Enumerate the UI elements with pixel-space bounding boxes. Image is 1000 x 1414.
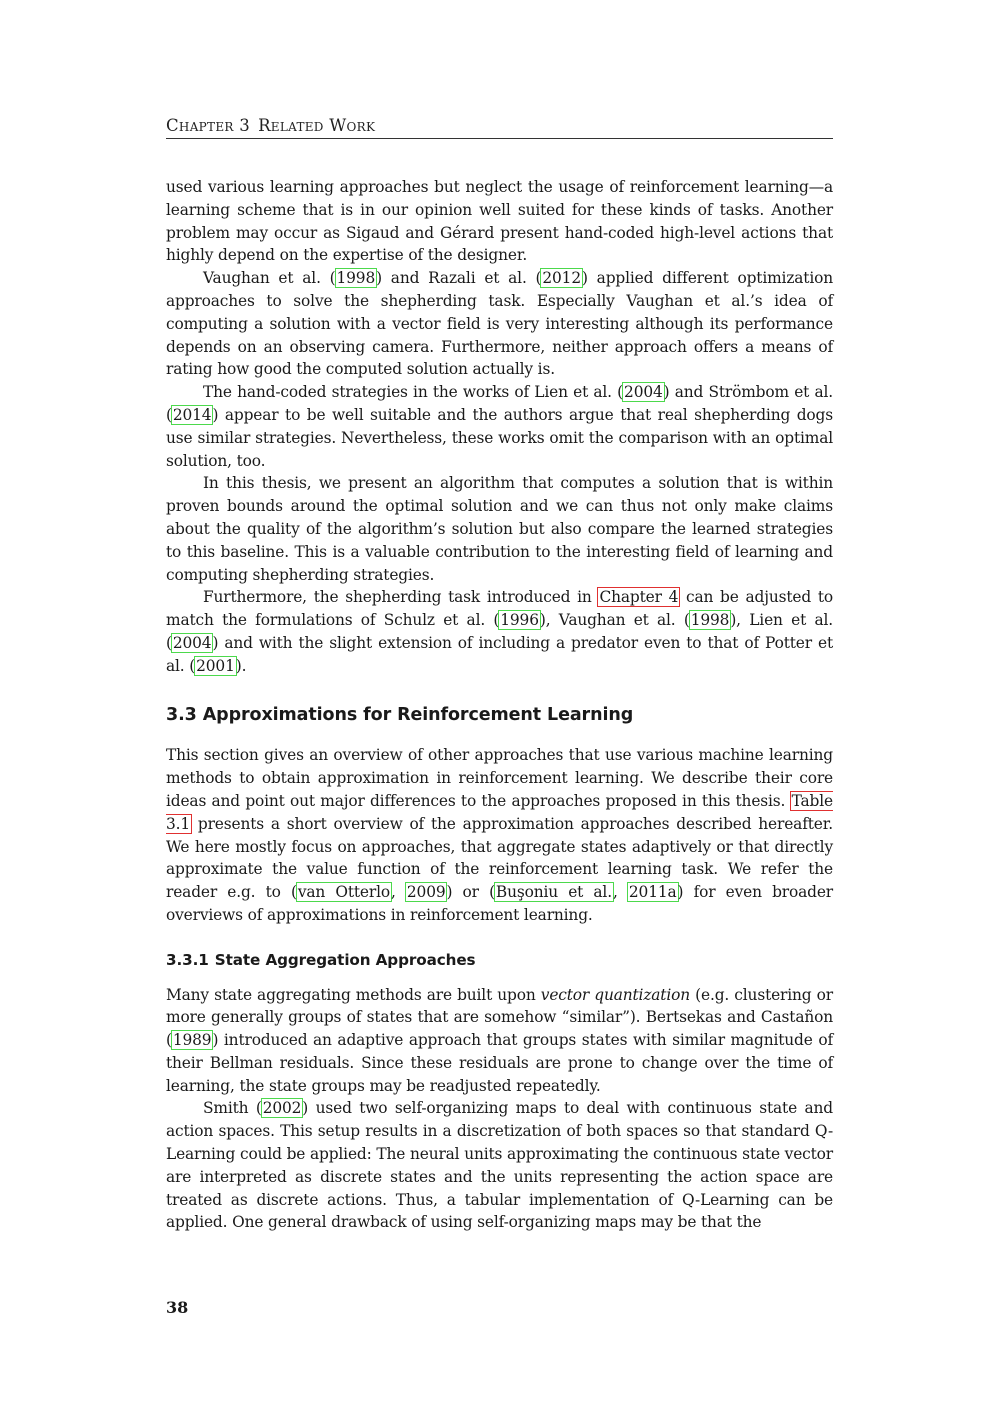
- chapter-reference-link[interactable]: Chapter 4: [599, 588, 679, 607]
- citation-link[interactable]: 1998: [690, 611, 730, 630]
- paragraph: used various learning approaches but neglect the usage of reinforcement learning—a learning scheme that is in our opinion well suited for these kinds of tasks. Another problem may occur as Sigaud and Gérard present hand-coded high-level actions that highly depend on the expertise of the designer.: [166, 178, 833, 265]
- running-header: [166, 116, 833, 139]
- paragraph: Many state aggregating methods are built upon vector quantization (e.g. clustering or more generally groups of states that are somehow “similar”). Bertsekas and Castañon (1989) introduced an adaptive approach that groups states with similar magnitude of their Bellman residuals. Since these residuals are prone to change over the time of learning, the state groups may be readjusted repeatedly.: [166, 985, 833, 1095]
- citation-link[interactable]: 2011a: [628, 883, 677, 902]
- citation-link[interactable]: Buşoniu et al.: [495, 883, 612, 902]
- citation-link[interactable]: van Otterlo: [297, 883, 390, 902]
- citation-link[interactable]: 2002: [262, 1099, 302, 1118]
- paragraph: Smith (2002) used two self-organizing maps to deal with continuous state and action spaces. This setup results in a discretization of both spaces so that standard Q-Learning could be applied: The neural units approximating the continuous state vector are interpreted as discrete states and the units representing the action space are treated as discrete actions. Thus, a tabular implementation of Q-Learning can be applied. One general drawback of using self-organizing maps may be that the: [166, 1099, 833, 1232]
- citation-link[interactable]: 2004: [624, 383, 663, 402]
- paragraph: This section gives an overview of other approaches that use various machine learning methods to obtain approximation in reinforcement learning. We describe their core ideas and point out major differences to the approaches proposed in this thesis. Table 3.1 presents a short overview of the approximation approaches described hereafter. We here mostly focus on approaches, that aggregate states adaptively or that directly approximate the value function of the reinforcement learning task. We refer the reader e.g. to (van Otterlo, 2009) or (Buşoniu et al., 2011a) for even broader overviews of approximations in reinforcement learning.: [166, 746, 833, 924]
- paragraph: In this thesis, we present an algorithm that computes a solution that is within proven bounds around the optimal solution and we can thus not only make claims about the quality of the algorithm’s solution but also compare the learned strategies to this baseline. This is a valuable contribution to the interesting field of learning and computing shepherding strategies.: [166, 474, 833, 584]
- page-body: [166, 176, 833, 1234]
- citation-link[interactable]: 2014: [172, 405, 212, 424]
- citation-link[interactable]: 2004: [172, 633, 212, 652]
- paragraph: Furthermore, the shepherding task introduced in Chapter 4 can be adjusted to match the formulations of Schulz et al. (1996), Vaughan et al. (1998), Lien et al. (2004) and with the slight extension of including a predator even to that of Potter et al. (2001).: [166, 588, 833, 675]
- page-number: 38: [166, 1298, 189, 1317]
- paragraph: Vaughan et al. (1998) and Razali et al. (2012) applied different optimization approaches to solve the shepherding task. Especially Vaughan et al.’s idea of computing a solution with a vector field is very interesting although its performance depends on an observing camera. Furthermore, neither approach offers a means of rating how good the computed solution actually is.: [166, 269, 833, 379]
- chapter-label: Chapter 3: [166, 116, 251, 135]
- table-reference-link[interactable]: Table 3.1: [166, 791, 833, 833]
- citation-link[interactable]: 1998: [336, 269, 376, 288]
- section-heading: 3.3 Approximations for Reinforcement Learning: [166, 704, 634, 725]
- citation-link[interactable]: 2012: [542, 269, 581, 288]
- chapter-title: Related Work: [258, 116, 376, 135]
- paragraph: The hand-coded strategies in the works of Lien et al. (2004) and Strömbom et al. (2014) appear to be well suitable and the authors argue that real shepherding dogs use similar strategies. Nevertheless, these works omit the comparison with an optimal solution, too.: [166, 383, 833, 470]
- citation-link[interactable]: 2001: [196, 656, 235, 675]
- citation-link[interactable]: 1996: [500, 611, 539, 630]
- citation-link[interactable]: 1989: [172, 1031, 212, 1050]
- citation-link[interactable]: 2009: [406, 883, 446, 902]
- subsection-heading: 3.3.1 State Aggregation Approaches: [166, 950, 476, 969]
